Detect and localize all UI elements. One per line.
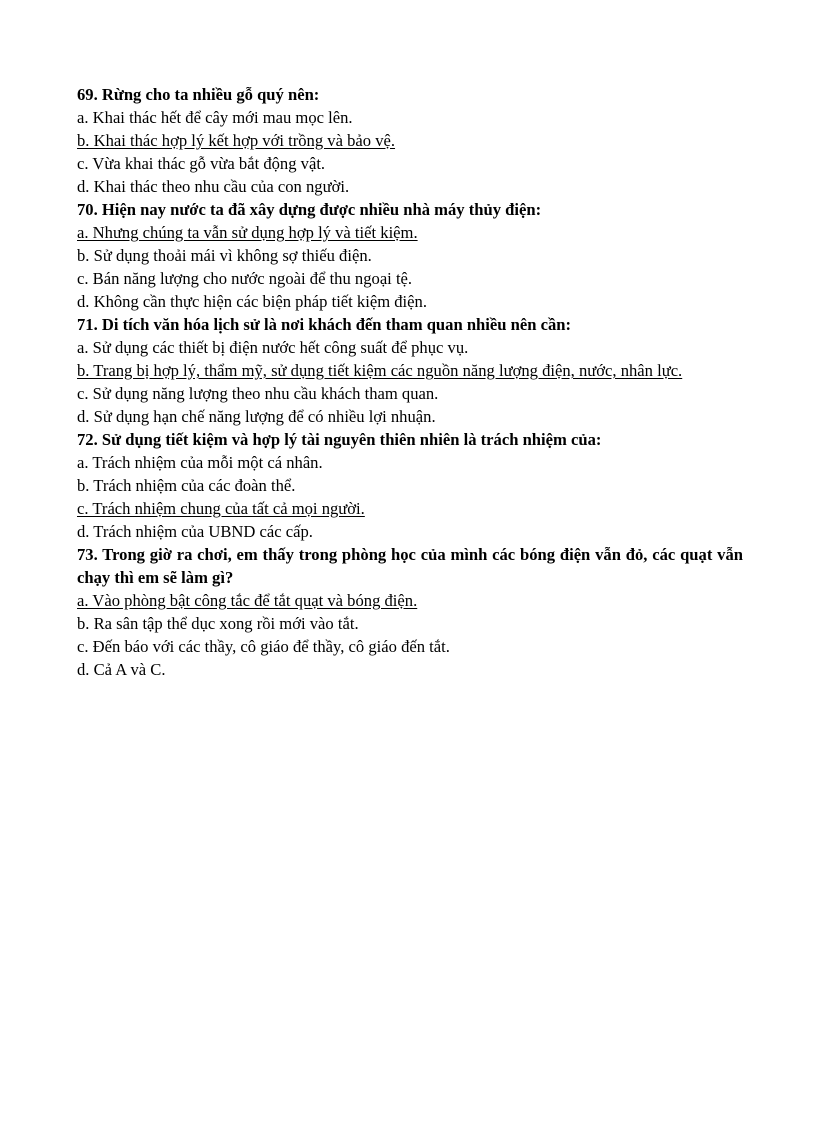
option-b: b. Sử dụng thoải mái vì không sợ thiếu điện. xyxy=(77,246,372,265)
question-71 xyxy=(77,313,743,428)
option-d: d. Không cần thực hiện các biện pháp tiết kiệm điện. xyxy=(77,292,427,311)
option-c-correct: c. Trách nhiệm chung của tất cả mọi người. xyxy=(77,499,365,518)
option-c: c. Đến báo với các thầy, cô giáo để thầy, cô giáo đến tắt. xyxy=(77,637,450,656)
option-a: a. Sử dụng các thiết bị điện nước hết công suất để phục vụ. xyxy=(77,338,469,357)
question-title: 69. Rừng cho ta nhiều gỗ quý nên: xyxy=(77,85,320,104)
question-title: 73. Trong giờ ra chơi, em thấy trong phòng học của mình các bóng điện vẫn đỏ, các quạt vẫn chạy thì em sẽ làm gì? xyxy=(77,545,743,587)
option-c: c. Sử dụng năng lượng theo nhu cầu khách tham quan. xyxy=(77,384,439,403)
option-b-correct: b. Trang bị hợp lý, thẩm mỹ, sử dụng tiết kiệm các nguồn năng lượng điện, nước, nhân lực. xyxy=(77,361,683,380)
question-72 xyxy=(77,428,743,543)
question-70 xyxy=(77,198,743,313)
option-d: d. Cả A và C. xyxy=(77,660,166,679)
option-c: c. Vừa khai thác gỗ vừa bắt động vật. xyxy=(77,154,326,173)
option-a-correct: a. Nhưng chúng ta vẫn sử dụng hợp lý và tiết kiệm. xyxy=(77,223,418,242)
option-b-correct: b. Khai thác hợp lý kết hợp với trồng và bảo vệ. xyxy=(77,131,396,150)
option-a: a. Khai thác hết để cây mới mau mọc lên. xyxy=(77,108,353,127)
option-a-correct: a. Vào phòng bật công tắc để tắt quạt và bóng điện. xyxy=(77,591,418,610)
question-title: 70. Hiện nay nước ta đã xây dựng được nhiều nhà máy thủy điện: xyxy=(77,200,542,219)
option-b: b. Ra sân tập thể dục xong rồi mới vào tắt. xyxy=(77,614,359,633)
option-c: c. Bán năng lượng cho nước ngoài để thu ngoại tệ. xyxy=(77,269,413,288)
option-a: a. Trách nhiệm của mỗi một cá nhân. xyxy=(77,453,323,472)
option-b: b. Trách nhiệm của các đoàn thể. xyxy=(77,476,296,495)
option-d: d. Sử dụng hạn chế năng lượng để có nhiều lợi nhuận. xyxy=(77,407,436,426)
question-73 xyxy=(77,543,743,681)
question-title: 71. Di tích văn hóa lịch sử là nơi khách đến tham quan nhiều nên cần: xyxy=(77,315,572,334)
option-d: d. Trách nhiệm của UBND các cấp. xyxy=(77,522,313,541)
question-69 xyxy=(77,83,743,198)
document-page xyxy=(77,83,743,681)
option-d: d. Khai thác theo nhu cầu của con người. xyxy=(77,177,350,196)
question-title: 72. Sử dụng tiết kiệm và hợp lý tài nguyên thiên nhiên là trách nhiệm của: xyxy=(77,430,602,449)
